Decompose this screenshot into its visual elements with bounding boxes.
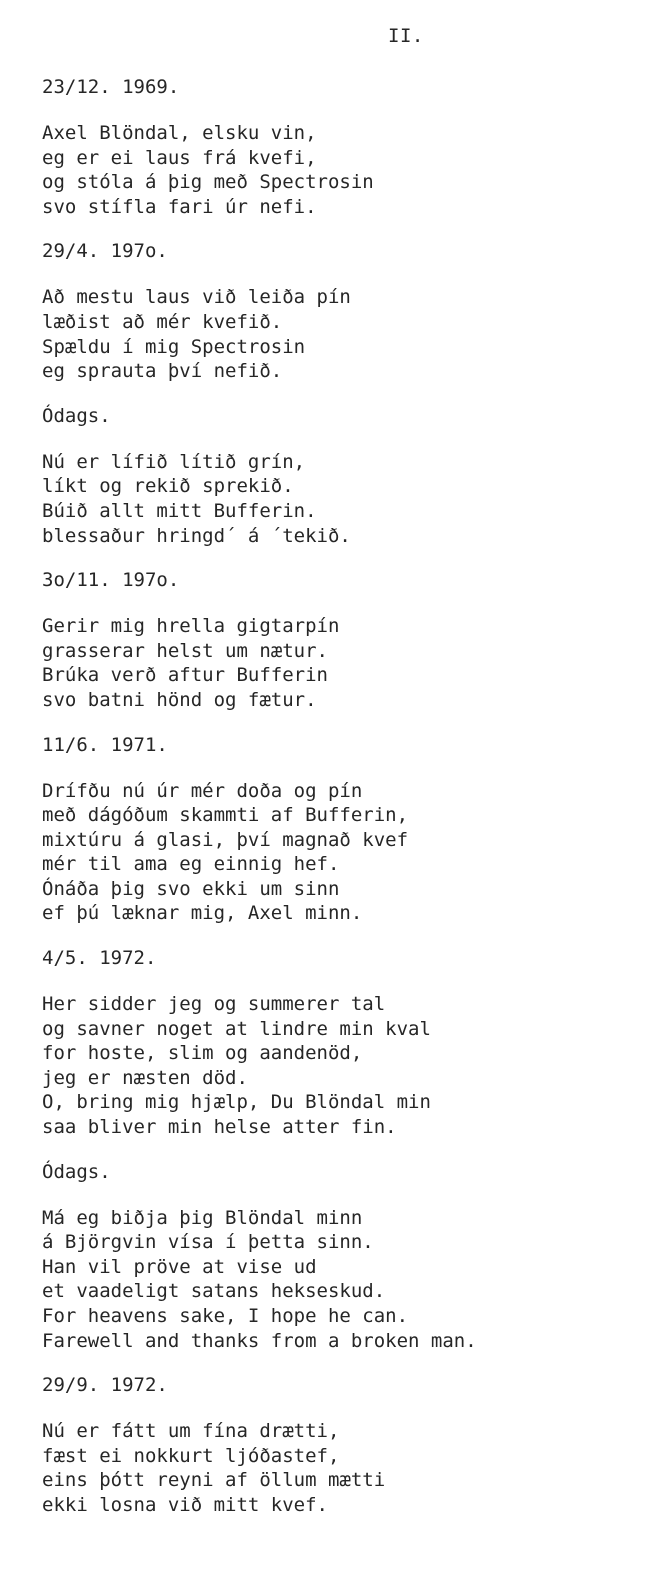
- verse-line: eg sprauta því nefið.: [42, 360, 283, 383]
- entry-date: 29/4. 197o.: [42, 240, 168, 263]
- verse-line: Han vil pröve at vise ud: [42, 1255, 317, 1278]
- verse-entries: [42, 75, 642, 1538]
- verse-line: Gerir mig hrella gigtarpín: [42, 615, 340, 638]
- entry-date: 29/9. 1972.: [42, 1374, 168, 1397]
- verse-line: Drífðu nú úr mér doða og pín: [42, 779, 363, 802]
- verse-entry: [42, 239, 642, 383]
- verse-line: ef þú læknar mig, Axel minn.: [42, 902, 363, 925]
- verse-stanza: [42, 1419, 642, 1517]
- verse-line: fæst ei nokkurt ljóðastef,: [42, 1444, 340, 1467]
- verse-stanza: [42, 450, 642, 548]
- entry-date: 4/5. 1972.: [42, 947, 157, 970]
- verse-stanza: [42, 1206, 642, 1354]
- verse-entry: [42, 1373, 642, 1517]
- verse-line: Nú er lífið lítið grín,: [42, 450, 306, 473]
- verse-entry: [42, 75, 642, 219]
- verse-line: ekki losna við mitt kvef.: [42, 1493, 328, 1516]
- verse-line: mixtúru á glasi, því magnað kvef: [42, 828, 409, 851]
- verse-line: Spældu í mig Spectrosin: [42, 335, 306, 358]
- verse-line: Farewell and thanks from a broken man.: [42, 1329, 477, 1352]
- verse-line: líkt og rekið sprekið.: [42, 475, 294, 498]
- verse-line: eg er ei laus frá kvefi,: [42, 146, 317, 169]
- verse-line: með dágóðum skammti af Bufferin,: [42, 804, 409, 827]
- verse-line: og savner noget at lindre min kval: [42, 1017, 431, 1040]
- entry-date: Ódags.: [42, 1160, 111, 1183]
- verse-line: jeg er næsten död.: [42, 1066, 248, 1089]
- verse-entry: [42, 404, 642, 548]
- verse-line: og stóla á þig með Spectrosin: [42, 171, 374, 194]
- verse-line: Ónáða þig svo ekki um sinn: [42, 877, 340, 900]
- verse-line: saa bliver min helse atter fin.: [42, 1116, 397, 1139]
- entry-date: 11/6. 1971.: [42, 733, 168, 756]
- entry-date: 3o/11. 197o.: [42, 569, 180, 592]
- verse-stanza: [42, 614, 642, 712]
- verse-line: grasserar helst um nætur.: [42, 639, 328, 662]
- verse-entry: [42, 946, 642, 1140]
- verse-entry: [42, 733, 642, 927]
- verse-line: mér til ama eg einnig hef.: [42, 853, 340, 876]
- verse-line: svo batni hönd og fætur.: [42, 688, 317, 711]
- verse-stanza: [42, 285, 642, 383]
- entry-date: 23/12. 1969.: [42, 76, 180, 98]
- verse-line: for hoste, slim og aandenöd,: [42, 1042, 363, 1065]
- verse-stanza: [42, 992, 642, 1140]
- verse-line: Her sidder jeg og summerer tal: [42, 993, 386, 1016]
- verse-line: For heavens sake, I hope he can.: [42, 1305, 409, 1327]
- verse-line: Má eg biðja þig Blöndal minn: [42, 1206, 363, 1229]
- verse-line: Nú er fátt um fína drætti,: [42, 1420, 340, 1443]
- verse-line: læðist að mér kvefið.: [42, 310, 283, 333]
- verse-line: Axel Blöndal, elsku vin,: [42, 122, 317, 144]
- verse-stanza: [42, 121, 642, 219]
- verse-line: svo stífla fari úr nefi.: [42, 195, 317, 218]
- verse-entry: [42, 568, 642, 712]
- verse-line: á Björgvin vísa í þetta sinn.: [42, 1231, 374, 1254]
- verse-line: Búið allt mitt Bufferin.: [42, 499, 317, 522]
- verse-stanza: [42, 779, 642, 927]
- verse-line: blessaður hringd´ á ´tekið.: [42, 524, 351, 547]
- verse-line: Að mestu laus við leiða pín: [42, 286, 351, 309]
- entry-date: Ódags.: [42, 404, 111, 427]
- verse-line: Brúka verð aftur Bufferin: [42, 664, 328, 687]
- verse-line: eins þótt reyni af öllum mætti: [42, 1469, 386, 1492]
- verse-line: et vaadeligt satans hekseskud.: [42, 1280, 386, 1303]
- page-number: II.: [388, 25, 424, 47]
- verse-line: O, bring mig hjælp, Du Blöndal min: [42, 1091, 431, 1114]
- verse-entry: [42, 1160, 642, 1354]
